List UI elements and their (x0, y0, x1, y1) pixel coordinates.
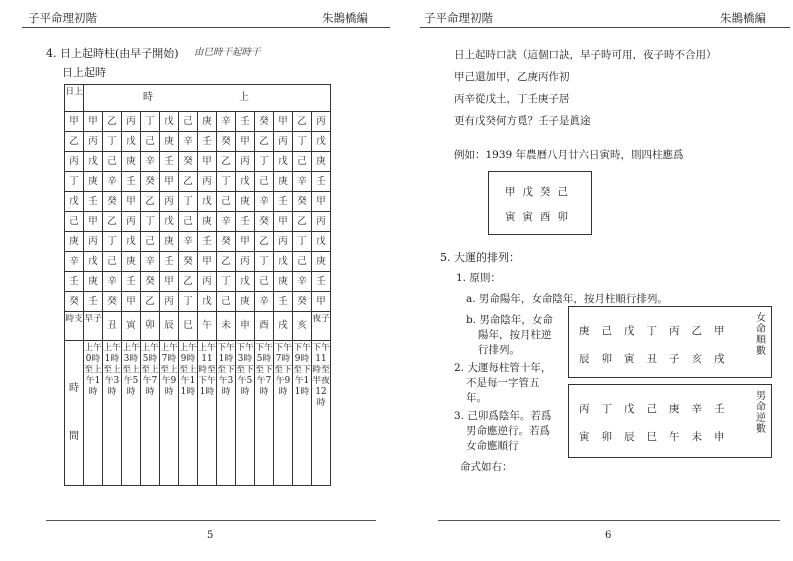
hour-stem-cell: 丙 (274, 132, 293, 152)
handwritten-note: 由巳時干起時干 (194, 47, 261, 58)
time-row (65, 341, 331, 486)
hour-stem-cell: 乙 (103, 112, 122, 132)
table-caption: 日上起時 (62, 66, 106, 79)
hour-stem-cell: 癸 (293, 192, 312, 212)
table-row (65, 172, 331, 192)
header-rule (420, 27, 790, 28)
hour-stem-cell: 丙 (198, 272, 217, 292)
hour-stem-cell: 己 (217, 292, 236, 312)
hour-stem-cell: 戊 (236, 172, 255, 192)
hour-stem-cell: 戊 (160, 112, 179, 132)
hour-stem-cell: 甲 (84, 212, 103, 232)
hour-stem-cell: 甲 (312, 292, 331, 312)
hour-stem-cell: 丙 (274, 232, 293, 252)
hour-stem-cell: 乙 (103, 212, 122, 232)
hour-stem-cell: 癸 (141, 172, 160, 192)
luck-branches: 寅卯辰巳午未申 (579, 431, 737, 443)
hour-stem-cell: 壬 (122, 272, 141, 292)
hour-stem-cell: 辛 (293, 272, 312, 292)
hour-stem-cell: 己 (255, 172, 274, 192)
day-stem-cell: 乙 (65, 132, 84, 152)
hour-stem-cell: 癸 (103, 292, 122, 312)
header-title: 子平命理初階 (28, 11, 97, 25)
hour-stem-cell: 戊 (274, 252, 293, 272)
table-row (65, 132, 331, 152)
principle-heading: 1. 原則： (456, 272, 501, 284)
hour-stem-cell: 甲 (198, 252, 217, 272)
time-range-cell: 上午11時至下午1時 (198, 341, 217, 486)
hour-stem-cell: 丙 (160, 192, 179, 212)
hour-stem-cell: 己 (217, 192, 236, 212)
hour-stem-cell: 己 (103, 152, 122, 172)
hour-stem-cell: 丁 (217, 172, 236, 192)
hour-stem-cell: 庚 (198, 112, 217, 132)
table-row (65, 112, 331, 132)
section-heading: 4. 日上起時柱(由早子開始) (46, 47, 179, 60)
male-label: 男命逆數 (756, 391, 766, 435)
hour-stem-cell: 己 (141, 132, 160, 152)
hour-stem-cell: 辛 (141, 152, 160, 172)
rule-3: 男命應逆行。若爲 (466, 425, 550, 437)
table-header-row (65, 85, 331, 112)
branch-cell: 申 (236, 312, 255, 341)
time-range-cell: 上午9時至上午11時 (179, 341, 198, 486)
hour-stem-cell: 甲 (122, 292, 141, 312)
hour-stem-cell: 丙 (312, 212, 331, 232)
time-range-cell: 上午1時至上午3時 (103, 341, 122, 486)
table-row (65, 212, 331, 232)
hour-stem-cell: 辛 (255, 192, 274, 212)
rule-b: 行排列。 (478, 344, 520, 356)
branch-cell: 辰 (160, 312, 179, 341)
rule-2: 不是每一字管五 (466, 377, 540, 389)
hour-stem-cell: 庚 (160, 132, 179, 152)
hour-stem-cell: 甲 (236, 232, 255, 252)
hour-stem-cell: 庚 (122, 252, 141, 272)
hour-stem-cell: 丙 (312, 112, 331, 132)
hour-stem-cell: 庚 (84, 172, 103, 192)
hour-stem-cell: 丁 (141, 112, 160, 132)
hour-stem-cell: 戊 (84, 252, 103, 272)
hour-stem-cell: 辛 (255, 292, 274, 312)
hour-stem-cell: 乙 (255, 132, 274, 152)
branch-cell: 寅 (122, 312, 141, 341)
hour-stem-cell: 庚 (312, 152, 331, 172)
branch-cell: 戌 (274, 312, 293, 341)
male-luck-box (568, 384, 772, 458)
hour-stem-cell: 丁 (255, 152, 274, 172)
table-row (65, 232, 331, 252)
branch-cell: 酉 (255, 312, 274, 341)
hour-stem-cell: 庚 (236, 292, 255, 312)
hour-stem-cell: 辛 (179, 132, 198, 152)
hour-stem-cell: 甲 (236, 132, 255, 152)
hour-stem-cell: 壬 (84, 292, 103, 312)
day-stem-cell: 己 (65, 212, 84, 232)
hour-stem-cell: 壬 (236, 112, 255, 132)
hour-stem-cell: 壬 (84, 192, 103, 212)
time-range-cell: 上午0時至上午1時 (84, 341, 103, 486)
rule-b: b. 男命陰年，女命 (466, 314, 553, 326)
branch-cell: 夜子 (312, 312, 331, 341)
hour-stem-cell: 己 (179, 212, 198, 232)
hour-stem-cell: 戊 (312, 232, 331, 252)
branch-cell: 巳 (179, 312, 198, 341)
hour-stem-cell: 乙 (293, 112, 312, 132)
time-range-cell: 下午9時至下午11時 (293, 341, 312, 486)
branch-row (65, 312, 331, 341)
day-stem-cell: 丙 (65, 152, 84, 172)
time-range-cell: 上午3時至上午5時 (122, 341, 141, 486)
hour-stem-cell: 乙 (217, 152, 236, 172)
hour-stem-cell: 己 (293, 252, 312, 272)
hour-stem-cell: 庚 (198, 212, 217, 232)
hour-stem-cell: 癸 (141, 272, 160, 292)
chart-caption: 命式如右： (460, 461, 513, 473)
hour-stem-cell: 丙 (198, 172, 217, 192)
female-luck-box (568, 306, 772, 378)
hour-stem-cell: 乙 (255, 232, 274, 252)
hour-stem-cell: 庚 (84, 272, 103, 292)
hour-stem-cell: 甲 (160, 172, 179, 192)
hour-stem-cell: 辛 (103, 172, 122, 192)
hour-stem-cell: 庚 (274, 272, 293, 292)
hour-stem-cell: 丙 (84, 132, 103, 152)
day-stem-cell: 戊 (65, 192, 84, 212)
rule-a: a. 男命陽年，女命陰年，按月柱順行排列。 (466, 293, 668, 305)
header-author: 朱鵲橋編 (720, 11, 766, 25)
hour-stem-cell: 丁 (141, 212, 160, 232)
right-page (398, 0, 793, 561)
example-text: 例如：1939 年農曆八月廿六日寅時，則四柱應爲 (454, 149, 684, 161)
rhyme-line: 丙辛從戊土，丁壬庚子居 (454, 93, 570, 105)
footer-rule (438, 520, 780, 521)
branch-cell: 丑 (103, 312, 122, 341)
hour-stem-cell: 丁 (217, 272, 236, 292)
hour-stem-cell: 乙 (141, 292, 160, 312)
branch-cell: 亥 (293, 312, 312, 341)
time-range-cell: 上午5時至上午7時 (141, 341, 160, 486)
hour-stem-cell: 乙 (179, 172, 198, 192)
hour-stem-cell: 壬 (312, 272, 331, 292)
hour-stem-cell: 癸 (255, 212, 274, 232)
time-range-cell: 下午3時至下午5時 (236, 341, 255, 486)
table-row (65, 272, 331, 292)
hour-stem-cell: 戊 (198, 192, 217, 212)
hour-stem-cell: 甲 (274, 112, 293, 132)
time-range-cell: 下午11時至半夜12時 (312, 341, 331, 486)
luck-branches: 辰卯寅丑子亥戌 (579, 353, 737, 365)
hour-stem-cell: 甲 (122, 192, 141, 212)
hour-stem-cell: 甲 (312, 192, 331, 212)
hour-stem-cell: 丁 (103, 132, 122, 152)
header-rule (22, 27, 390, 28)
hour-stem-cell: 乙 (293, 212, 312, 232)
hour-stem-cell: 戊 (84, 152, 103, 172)
hour-stem-cell: 丙 (236, 252, 255, 272)
hour-stem-cell: 壬 (198, 132, 217, 152)
hour-stem-cell: 庚 (122, 152, 141, 172)
time-range-cell: 上午7時至上午9時 (160, 341, 179, 486)
hour-stem-cell: 癸 (179, 152, 198, 172)
hour-stem-cell: 壬 (160, 252, 179, 272)
hour-stem-cell: 戊 (198, 292, 217, 312)
day-stem-cell: 辛 (65, 252, 84, 272)
hour-stem-cell: 癸 (293, 292, 312, 312)
hour-stem-cell: 丙 (84, 232, 103, 252)
section-heading: 5. 大運的排列： (440, 251, 520, 264)
day-stem-cell: 庚 (65, 232, 84, 252)
hour-stem-cell: 丁 (293, 232, 312, 252)
hour-stem-cell: 丙 (236, 152, 255, 172)
rule-3: 女命應順行 (466, 440, 519, 452)
hour-stem-cell: 甲 (84, 112, 103, 132)
table-row (65, 292, 331, 312)
hour-stem-cell: 乙 (217, 252, 236, 272)
rule-3: 3. 己卯爲陰年。若爲 (454, 410, 552, 422)
hour-stem-cell: 辛 (217, 212, 236, 232)
rule-2: 年。 (466, 392, 487, 404)
hour-pillar-table (64, 84, 331, 486)
header-cell: 時 上 (84, 85, 331, 112)
time-label-cell: 時間 (65, 341, 84, 486)
hour-stem-cell: 辛 (217, 112, 236, 132)
hour-stem-cell: 己 (255, 272, 274, 292)
table-row (65, 192, 331, 212)
hour-stem-cell: 癸 (255, 112, 274, 132)
hour-stem-cell: 己 (293, 152, 312, 172)
hour-stem-cell: 壬 (198, 232, 217, 252)
day-stem-cell: 甲 (65, 112, 84, 132)
luck-stems: 庚己戊丁丙乙甲 (579, 325, 737, 337)
hour-stem-cell: 甲 (274, 212, 293, 232)
branch-cell: 卯 (141, 312, 160, 341)
hour-stem-cell: 庚 (312, 252, 331, 272)
day-stem-cell: 丁 (65, 172, 84, 192)
hour-stem-cell: 壬 (122, 172, 141, 192)
hour-stem-cell: 癸 (179, 252, 198, 272)
branch-cell: 午 (198, 312, 217, 341)
female-label: 女命順數 (756, 313, 766, 357)
time-range-cell: 下午5時至下午7時 (255, 341, 274, 486)
hour-stem-cell: 己 (141, 232, 160, 252)
hour-stem-cell: 壬 (274, 192, 293, 212)
hour-stem-cell: 丁 (293, 132, 312, 152)
rhyme-line: 更有戊癸何方覓？壬子是眞途 (454, 115, 591, 127)
hour-stem-cell: 庚 (236, 192, 255, 212)
hour-stem-cell: 壬 (312, 172, 331, 192)
hour-stem-cell: 癸 (217, 232, 236, 252)
hour-stem-cell: 壬 (236, 212, 255, 232)
table-row (65, 252, 331, 272)
page-number: 5 (207, 530, 214, 541)
hour-stem-cell: 庚 (160, 232, 179, 252)
hour-stem-cell: 乙 (141, 192, 160, 212)
hour-stem-cell: 癸 (217, 132, 236, 152)
hour-stem-cell: 丁 (255, 252, 274, 272)
branch-label-cell: 時支 (65, 312, 84, 341)
header-title: 子平命理初階 (424, 11, 493, 25)
hour-stem-cell: 庚 (274, 172, 293, 192)
hour-stem-cell: 戊 (312, 132, 331, 152)
branch-cell: 早子 (84, 312, 103, 341)
rule-2: 2. 大運每柱管十年， (454, 362, 552, 374)
left-page (0, 0, 396, 561)
branch-cell: 未 (217, 312, 236, 341)
day-stem-cell: 壬 (65, 272, 84, 292)
rule-b: 陽年，按月柱逆 (478, 329, 552, 341)
hour-stem-cell: 己 (179, 112, 198, 132)
header-author: 朱鵲橋編 (322, 11, 368, 25)
hour-stem-cell: 辛 (179, 232, 198, 252)
hour-stem-cell: 辛 (141, 252, 160, 272)
hour-stem-cell: 戊 (122, 132, 141, 152)
hour-stem-cell: 丙 (160, 292, 179, 312)
hour-stem-cell: 丙 (122, 212, 141, 232)
footer-rule (46, 520, 376, 521)
page-number: 6 (605, 530, 612, 541)
table-row (65, 152, 331, 172)
hour-stem-cell: 己 (103, 252, 122, 272)
hour-stem-cell: 丙 (122, 112, 141, 132)
hour-stem-cell: 丁 (103, 232, 122, 252)
hour-stem-cell: 癸 (103, 192, 122, 212)
corner-cell: 日上 (65, 85, 84, 112)
hour-stem-cell: 乙 (179, 272, 198, 292)
pillar-stems: 甲戊癸己 (505, 186, 575, 198)
pillar-branches: 寅寅酉卯 (505, 211, 575, 223)
time-range-cell: 下午1時至下午3時 (217, 341, 236, 486)
hour-stem-cell: 戊 (274, 152, 293, 172)
day-stem-cell: 癸 (65, 292, 84, 312)
luck-stems: 丙丁戊己庚辛壬 (579, 403, 737, 415)
four-pillars-box (488, 171, 592, 235)
hour-stem-cell: 壬 (160, 152, 179, 172)
hour-stem-cell: 戊 (236, 272, 255, 292)
hour-stem-cell: 辛 (293, 172, 312, 192)
hour-stem-cell: 丁 (179, 192, 198, 212)
hour-stem-cell: 戊 (160, 212, 179, 232)
hour-stem-cell: 辛 (103, 272, 122, 292)
rhyme-title: 日上起時口訣（這個口訣，早子時可用，夜子時不合用） (454, 49, 717, 61)
rhyme-line: 甲己還加甲，乙庚丙作初 (454, 71, 570, 83)
hour-stem-cell: 丁 (179, 292, 198, 312)
hour-stem-cell: 甲 (198, 152, 217, 172)
hour-stem-cell: 壬 (274, 292, 293, 312)
hour-stem-cell: 戊 (122, 232, 141, 252)
time-range-cell: 下午7時至下午9時 (274, 341, 293, 486)
hour-stem-cell: 甲 (160, 272, 179, 292)
